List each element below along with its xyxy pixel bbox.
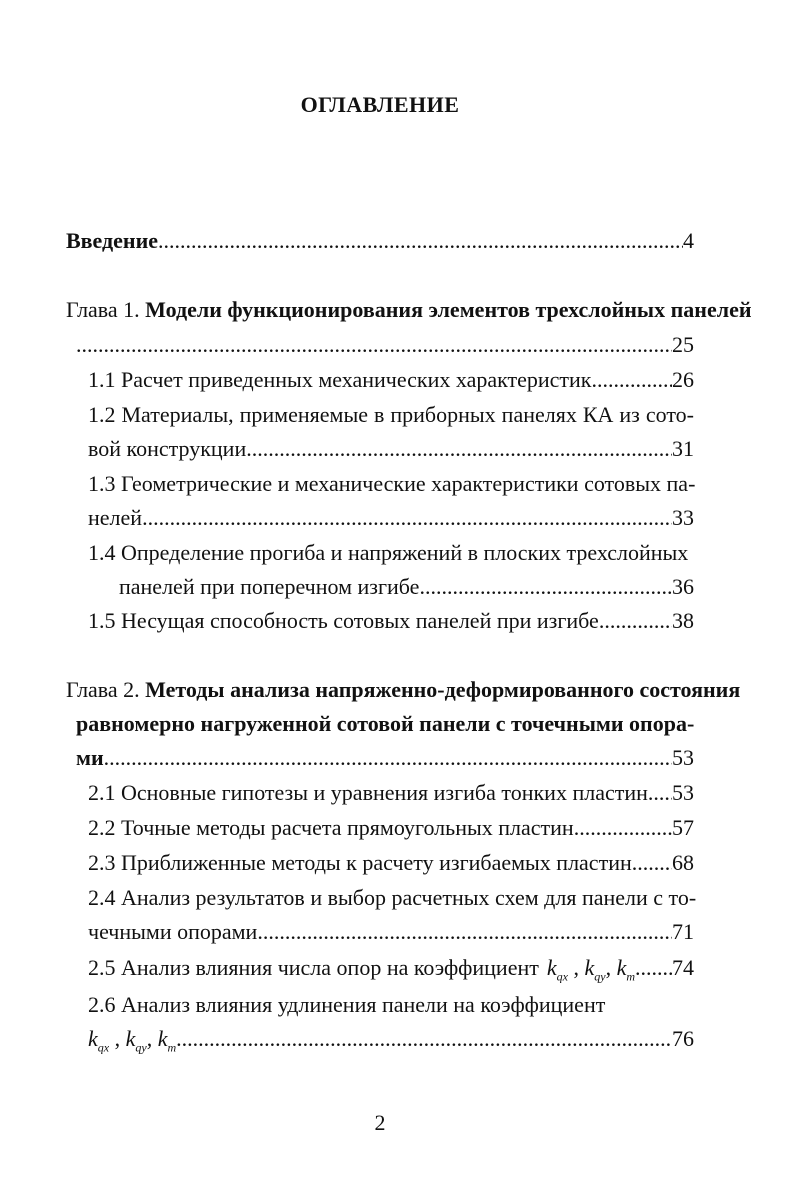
toc-section-2-6-line2[interactable] [88, 1026, 694, 1055]
chapter-prefix: Глава 2. [66, 677, 140, 702]
toc-leader-dots [599, 608, 672, 634]
toc-page-number: 4 [683, 228, 694, 253]
toc-leader-dots [592, 367, 673, 393]
chapter-title-line3: ми [76, 745, 104, 770]
toc-section-label: 1.5 Несущая способность сотовых панелей при изгибе [88, 608, 599, 633]
toc-section-1-3-line1[interactable]: 1.3 Геометрические и механические характеристики сотовых па- [88, 471, 696, 496]
toc-section-label: 2.5 Анализ влияния числа опор на коэффициент [88, 955, 539, 980]
toc-leader-dots [419, 574, 672, 600]
toc-page-number: 74 [672, 955, 694, 980]
toc-page-number: 31 [672, 436, 694, 461]
toc-leader-dots [142, 505, 672, 531]
toc-section-label: 2.3 Приближенные методы к расчету изгибаемых пластин [88, 850, 632, 875]
toc-page-number: 33 [672, 505, 694, 530]
toc-chapter-2-page-line [76, 745, 694, 771]
toc-section-label: нелей [88, 505, 143, 530]
toc-section-1-1[interactable] [88, 367, 694, 393]
toc-section-1-2-line1[interactable]: 1.2 Материалы, применяемые в приборных панелях КА из сото- [88, 402, 694, 427]
toc-chapter-1-page-line [76, 332, 694, 358]
coefficient-kqy: $k_{qy}$ [584, 955, 606, 984]
toc-leader-dots [104, 745, 672, 771]
coefficient-km: $k_m$ [157, 1026, 177, 1055]
toc-leader-dots [76, 332, 672, 358]
chapter-prefix: Глава 1. [66, 297, 140, 322]
toc-section-label: вой конструкции [88, 436, 247, 461]
toc-leader-dots [648, 780, 672, 806]
toc-section-2-4-line1[interactable]: 2.4 Анализ результатов и выбор расчетных схем для панели с то- [88, 885, 697, 910]
toc-section-1-5[interactable] [88, 608, 694, 634]
coefficient-kqx: $k_{qx}$ [88, 1026, 110, 1055]
toc-page-number: 26 [672, 367, 694, 392]
toc-leader-dots [158, 228, 683, 254]
toc-entry-label: Введение [66, 228, 159, 253]
toc-leader-dots [176, 1026, 672, 1052]
toc-section-1-4-line2[interactable] [119, 574, 694, 600]
toc-section-1-3-line2[interactable] [88, 505, 694, 531]
toc-page-number: 38 [672, 608, 694, 633]
toc-section-1-2-line2[interactable] [88, 436, 694, 462]
toc-section-2-3[interactable] [88, 850, 694, 876]
toc-section-label: 2.2 Точные методы расчета прямоугольных пластин [88, 815, 574, 840]
page-number: 2 [374, 1110, 386, 1135]
toc-section-2-4-line2[interactable] [88, 919, 694, 945]
toc-page-number: 57 [672, 815, 694, 840]
page-title: ОГЛАВЛЕНИЕ [300, 92, 460, 117]
toc-chapter-2-heading[interactable] [66, 677, 741, 703]
toc-section-1-4-line1[interactable]: 1.4 Определение прогиба и напряжений в плоских трехслойных [88, 540, 689, 565]
toc-chapter-1-heading[interactable] [66, 297, 752, 323]
toc-leader-dots [635, 955, 672, 981]
toc-leader-dots [246, 436, 672, 462]
toc-entry-intro[interactable] [66, 228, 694, 254]
coefficient-group: $k_{qx}$ , $k_{qy}$, $k_m$ [546, 955, 635, 984]
toc-section-2-2[interactable] [88, 815, 694, 841]
toc-leader-dots [257, 919, 672, 945]
chapter-title-line2: равномерно нагруженной сотовой панели с точечными опора- [76, 711, 695, 736]
toc-leader-dots [632, 850, 672, 876]
coefficient-kqx: $k_{qx}$ [546, 955, 568, 984]
toc-page-number: 71 [672, 919, 694, 944]
toc-page-number: 25 [672, 332, 694, 357]
chapter-title: Модели функционирования элементов трехслойных панелей [145, 297, 752, 322]
toc-section-2-5[interactable] [88, 955, 694, 984]
toc-section-label: чечными опорами [88, 919, 258, 944]
toc-page-number: 76 [672, 1026, 694, 1051]
toc-section-2-6-line1[interactable]: 2.6 Анализ влияния удлинения панели на коэффициент [88, 992, 606, 1017]
toc-section-label: панелей при поперечном изгибе [119, 574, 420, 599]
coefficient-km: $k_m$ [616, 955, 635, 984]
toc-section-2-1[interactable] [88, 780, 694, 806]
toc-section-label: 1.1 Расчет приведенных механических характеристик [88, 367, 592, 392]
coefficient-kqy: $k_{qy}$ [125, 1026, 147, 1055]
toc-page-number: 53 [672, 745, 694, 770]
toc-section-label: 2.1 Основные гипотезы и уравнения изгиба тонких пластин [88, 780, 648, 805]
toc-page-number: 36 [672, 574, 694, 599]
toc-leader-dots [574, 815, 672, 841]
toc-page-number: 68 [672, 850, 694, 875]
chapter-title-line1: Методы анализа напряженно-деформированного состояния [145, 677, 741, 702]
toc-page-number: 53 [672, 780, 694, 805]
coefficient-group: $k_{qx}$ , $k_{qy}$, $k_m$ [88, 1026, 177, 1055]
